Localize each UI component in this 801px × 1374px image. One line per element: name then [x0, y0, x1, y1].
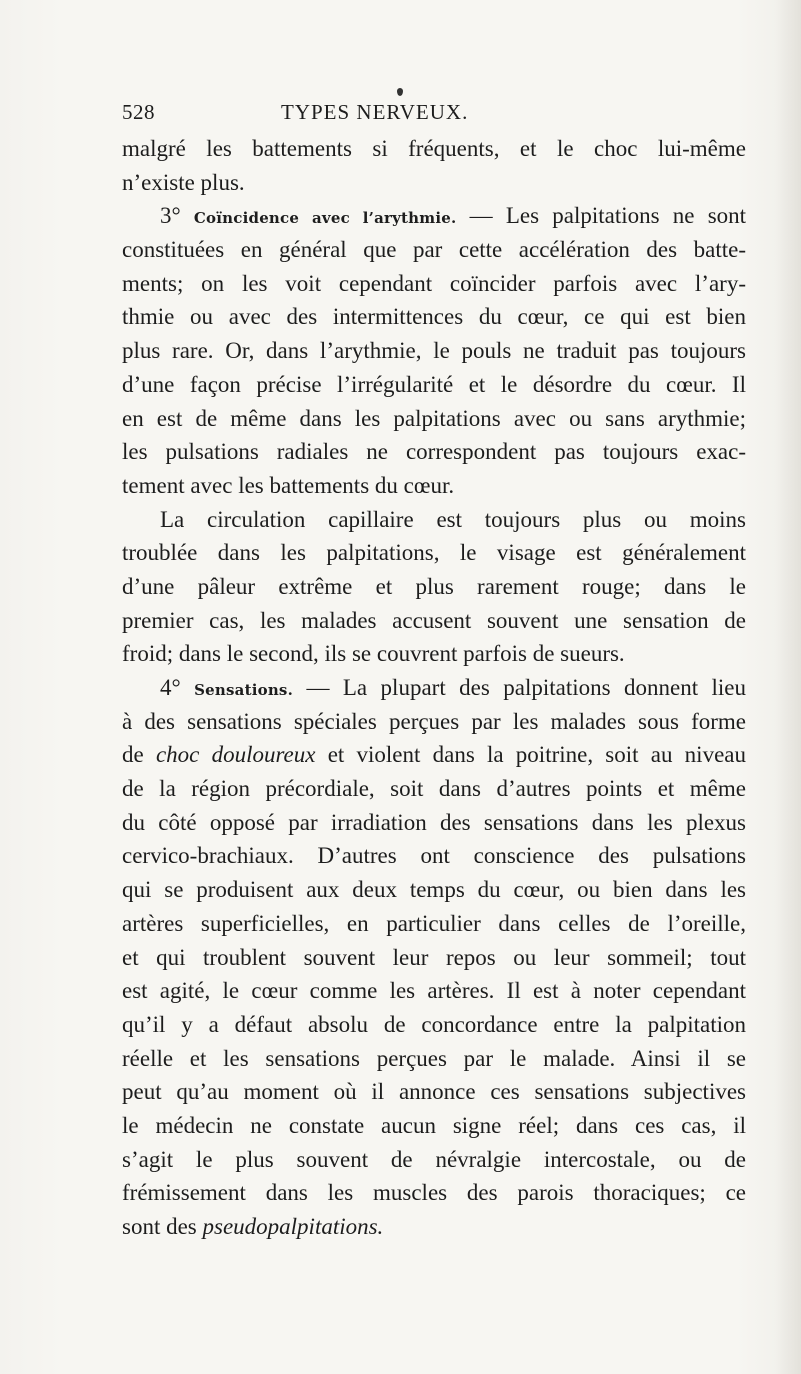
text-line: les pulsations radiales ne correspondent pas toujours exac-: [122, 439, 746, 465]
text-line-with-italic: [122, 1210, 746, 1244]
text-line: n’existe plus.: [122, 169, 245, 195]
section-number: 4°: [160, 675, 181, 700]
text-line: artères superficielles, en particulier dans celles de l’oreille,: [122, 910, 746, 936]
page-edge-shadow: [775, 0, 801, 1374]
text-line: thmie ou avec des intermittences du cœur, ce qui est bien: [122, 304, 746, 330]
text-line: troublée dans les palpitations, le visage est généralement: [122, 540, 746, 566]
running-title: TYPES NERVEUX.: [281, 100, 469, 124]
text-line: premier cas, les malades accusent souvent une sensation de: [122, 607, 746, 633]
text-line: réelle et les sensations perçues par le malade. Ainsi il se: [122, 1045, 746, 1071]
text-line: ments; on les voit cependant coïncider parfois avec l’ary-: [122, 270, 746, 296]
text-line: cervico-brachiaux. D’autres ont conscience des pulsations: [122, 843, 746, 869]
section-4-line: [122, 671, 746, 705]
text-line: d’une façon précise l’irrégularité et le désordre du cœur. Il: [122, 371, 746, 397]
text-line: du côté opposé par irradiation des sensations dans les plexus: [122, 809, 746, 835]
text-line: et qui troublent souvent leur repos ou leur sommeil; tout: [122, 944, 746, 970]
text-line: à des sensations spéciales perçues par les malades sous forme: [122, 708, 746, 734]
text-line: qui se produisent aux deux temps du cœur, ou bien dans les: [122, 877, 746, 903]
section-3-line: [122, 199, 746, 233]
printer-ornament-mark: [397, 88, 403, 96]
text-line: malgré les battements si fréquents, et le choc lui-même: [122, 136, 746, 161]
text-line-with-italic: [122, 738, 746, 772]
text-run: sont des: [122, 1214, 197, 1239]
text-line: qu’il y a défaut absolu de concordance entre la palpitation: [122, 1011, 746, 1037]
page-number: 528: [122, 100, 155, 124]
text-line: s’agit le plus souvent de névralgie intercostale, ou de: [122, 1146, 746, 1172]
italic-term: pseudopalpitations.: [202, 1214, 384, 1239]
section-number: 3°: [160, 203, 181, 229]
text-run: — La plupart des palpitations donnent lieu: [306, 675, 746, 700]
text-line: frémissement dans les muscles des parois thoraciques; ce: [122, 1180, 746, 1206]
text-line: tement avec les battements du cœur.: [122, 472, 455, 498]
text-line: plus rare. Or, dans l’arythmie, le pouls ne traduit pas toujours: [122, 338, 746, 364]
section-heading: Sensations.: [194, 681, 293, 699]
body-text: [122, 132, 746, 1244]
running-header: [122, 100, 736, 134]
text-line: froid; dans le second, ils se couvrent parfois de sueurs.: [122, 641, 625, 667]
text-line: de la région précordiale, soit dans d’autres points et même: [122, 776, 746, 802]
text-line: en est de même dans les palpitations avec ou sans arythmie;: [122, 405, 746, 431]
text-line: peut qu’au moment où il annonce ces sensations subjectives: [122, 1079, 746, 1105]
text-line: d’une pâleur extrême et plus rarement rouge; dans le: [122, 573, 746, 599]
text-run: de: [122, 742, 144, 768]
italic-term: choc douloureux: [155, 742, 316, 768]
text-run: et violent dans la poitrine, soit au niveau: [327, 742, 746, 768]
text-line: La circulation capillaire est toujours plus ou moins: [160, 506, 746, 532]
text-line: le médecin ne constate aucun signe réel; dans ces cas, il: [122, 1112, 746, 1138]
text-line: constituées en général que par cette accélération des batte-: [122, 237, 746, 263]
section-heading: Coïncidence avec l’arythmie.: [193, 209, 457, 228]
text-run: — Les palpitations ne sont: [469, 203, 747, 229]
text-line: est agité, le cœur comme les artères. Il est à noter cependant: [122, 978, 746, 1004]
